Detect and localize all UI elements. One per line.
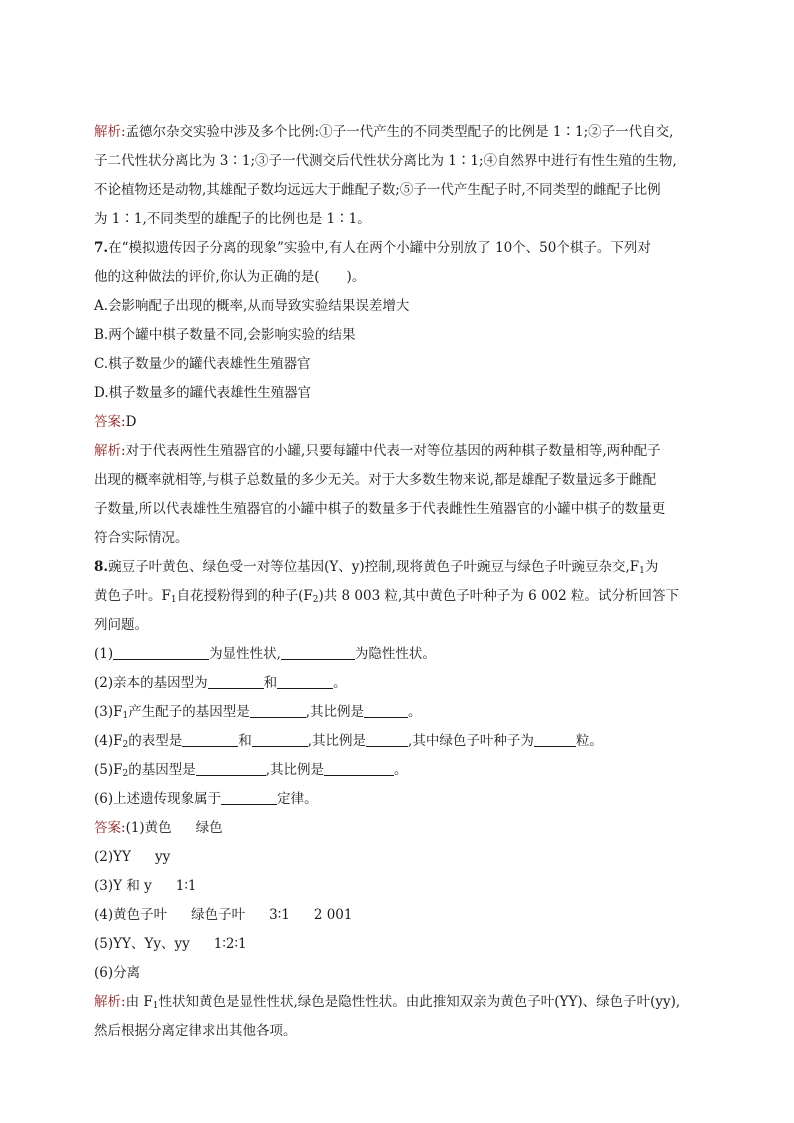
q7-option-b: B.两个罐中棋子数量不同,会影响实验的结果 — [94, 327, 356, 343]
q7-analysis-line-1: 解析:对于代表两性生殖器官的小罐,只要每罐中代表一对等位基因的两种棋子数量相等,两种配子 — [94, 443, 661, 459]
answer-blank[interactable] — [366, 732, 408, 747]
q8-stem-line-2: 黄色子叶。$F_1$自花授粉得到的种子$(F_2)$共 8 003 粒,其中黄色子叶种子为 6 002 粒。试分析回答下 — [94, 588, 680, 605]
q7-option-c: C.棋子数量少的罐代表雄性生殖器官 — [94, 356, 311, 372]
q8-answer-4: (4)黄色子叶 绿色子叶 3∶1 2 001 — [94, 907, 353, 923]
answer-blank[interactable] — [364, 703, 408, 718]
q7-answer: 答案:D — [94, 414, 137, 430]
answer-blank[interactable] — [113, 645, 209, 660]
q7-stem-line-1: 7.在“模拟遗传因子分离的现象”实验中,有人在两个小罐中分别放了 10个、50个棋子。下列对 — [94, 240, 651, 256]
answer-blank[interactable] — [208, 674, 264, 689]
q8-analysis-line-2: 然后根据分离定律求出其他各项。 — [94, 1023, 297, 1039]
q7-analysis-line-2: 出现的概率就相等,与棋子总数量的多少无关。对于大多数生物来说,都是雄配子数量远多于雌配 — [94, 472, 657, 488]
q7-stem-line-2: 他的这种做法的评价,你认为正确的是( )。 — [94, 269, 366, 285]
q8-stem-line-1: 8.豌豆子叶黄色、绿色受一对等位基因(Y、y)控制,现将黄色子叶豌豆与绿色子叶豌豆杂交$,F_1$为 — [94, 559, 659, 576]
q8-analysis-line-1: 解析:由 $F_1$性状知黄色是显性性状,绿色是隐性性状。由此推知双亲为黄色子叶(YY)、绿色子叶(yy), — [94, 994, 681, 1011]
answer-blank[interactable] — [182, 732, 238, 747]
document-page — [94, 118, 714, 1046]
prev-analysis-line-4: 为 1∶1,不同类型的雄配子的比例也是 1∶1。 — [94, 211, 371, 227]
q7-analysis-line-3: 子数量,所以代表雄性生殖器官的小罐中棋子的数量多于代表雌性生殖器官的小罐中棋子的数量更 — [94, 501, 666, 517]
q8-subquestion-3: $(3)F_1$产生配子的基因型是 ,其比例是 。 — [94, 704, 422, 721]
prev-analysis-line-1: 解析:孟德尔杂交实验中涉及多个比例:①子一代产生的不同类型配子的比例是 1∶1;②子一代自交, — [94, 124, 674, 140]
answer-label: 答案: — [94, 820, 126, 836]
q7-option-d: D.棋子数量多的罐代表雄性生殖器官 — [94, 385, 312, 401]
q7-analysis-line-4: 符合实际情况。 — [94, 530, 189, 546]
question-number: 7. — [94, 240, 109, 256]
q8-answer-2: (2)YY yy — [94, 849, 171, 865]
answer-blank[interactable] — [196, 761, 266, 776]
analysis-label: 解析: — [94, 443, 126, 459]
answer-blank[interactable] — [324, 761, 394, 776]
q8-subquestion-4: $(4)F_2$的表型是 和 ,其比例是 ,其中绿色子叶种子为 粒。 — [94, 733, 603, 750]
answer-label: 答案: — [94, 414, 126, 430]
q8-answer-6: (6)分离 — [94, 965, 141, 981]
answer-blank[interactable] — [221, 790, 277, 805]
prev-analysis-line-2: 子二代性状分离比为 3∶1;③子一代测交后代性状分离比为 1∶1;④自然界中进行有性生殖的生物, — [94, 153, 677, 169]
q8-subquestion-6: (6)上述遗传现象属于 定律。 — [94, 791, 318, 807]
q8-answer-1: 答案:(1)黄色 绿色 — [94, 820, 223, 836]
q8-subquestion-2: (2)亲本的基因型为 和 。 — [94, 675, 347, 691]
q7-option-a: A.会影响配子出现的概率,从而导致实验结果误差增大 — [94, 298, 410, 314]
q8-stem-line-3: 列问题。 — [94, 617, 148, 633]
answer-blank[interactable] — [250, 703, 306, 718]
answer-blank[interactable] — [277, 674, 333, 689]
analysis-label: 解析: — [94, 994, 126, 1010]
q8-subquestion-5: $(5)F_2$的基因型是 ,其比例是 。 — [94, 762, 408, 779]
question-number: 8. — [94, 559, 109, 575]
answer-blank[interactable] — [534, 732, 576, 747]
answer-blank[interactable] — [281, 645, 355, 660]
prev-analysis-line-3: 不论植物还是动物,其雄配子数均远远大于雌配子数;⑤子一代产生配子时,不同类型的雌配子比例 — [94, 182, 661, 198]
q8-answer-3: (3)Y 和 y 1∶1 — [94, 878, 197, 894]
q8-answer-5: (5)YY、Yy、yy 1∶2∶1 — [94, 936, 247, 952]
analysis-label: 解析: — [94, 124, 126, 140]
answer-blank[interactable] — [252, 732, 308, 747]
q8-subquestion-1: (1) 为显性性状, 为隐性性状。 — [94, 646, 436, 662]
